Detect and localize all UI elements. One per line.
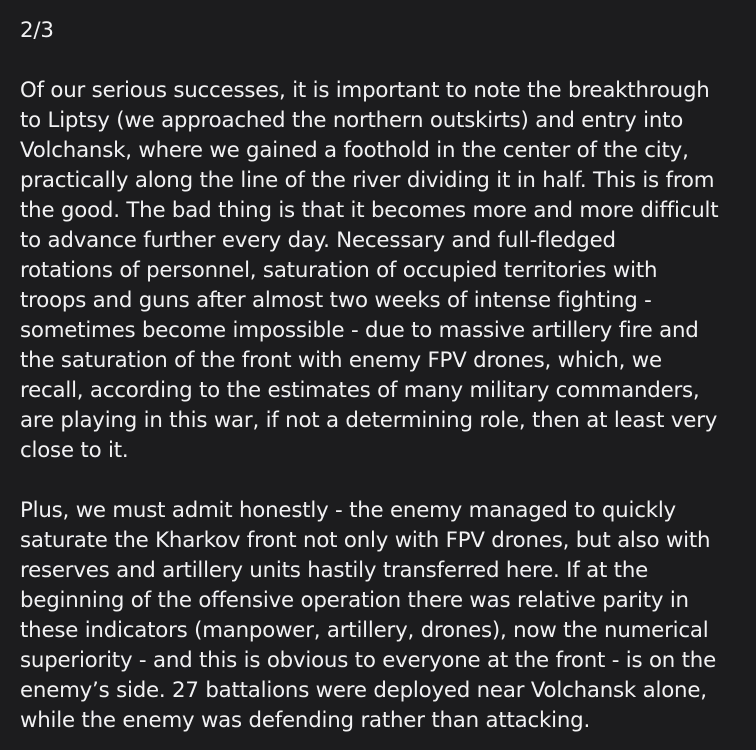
text-line: troops and guns after almost two weeks of intense fighting - (20, 288, 652, 313)
note-body (20, 16, 742, 736)
paragraph-enemy-reserves (20, 496, 742, 736)
text-line: beginning of the offensive operation there was relative parity in (20, 588, 689, 613)
text-line: reserves and artillery units hastily transferred here. If at the (20, 558, 649, 583)
text-line: recall, according to the estimates of many military commanders, (20, 378, 700, 403)
text-line: rotations of personnel, saturation of occupied territories with (20, 258, 658, 283)
text-line: enemy’s side. 27 battalions were deployed near Volchansk alone, (20, 678, 707, 703)
text-line: Of our serious successes, it is important to note the breakthrough (20, 78, 710, 103)
text-line: to advance further every day. Necessary and full-fledged (20, 228, 616, 253)
page-counter: 2/3 (20, 18, 54, 43)
text-line: are playing in this war, if not a determining role, then at least very (20, 408, 718, 433)
text-line: practically along the line of the river dividing it in half. This is from (20, 168, 715, 193)
text-line: Plus, we must admit honestly - the enemy managed to quickly (20, 498, 676, 523)
text-line: close to it. (20, 438, 129, 463)
text-line: the saturation of the front with enemy FPV drones, which, we (20, 348, 662, 373)
text-line: the good. The bad thing is that it becomes more and more difficult (20, 198, 719, 223)
paragraph-successes (20, 76, 742, 466)
text-line: saturate the Kharkov front not only with FPV drones, but also with (20, 528, 711, 553)
text-line: superiority - and this is obvious to everyone at the front - is on the (20, 648, 717, 673)
paragraph-spacer (20, 46, 742, 76)
text-line: to Liptsy (we approached the northern outskirts) and entry into (20, 108, 684, 133)
text-line: these indicators (manpower, artillery, drones), now the numerical (20, 618, 709, 643)
text-line: Volchansk, where we gained a foothold in the center of the city, (20, 138, 689, 163)
text-line: while the enemy was defending rather than attacking. (20, 708, 591, 733)
text-line: sometimes become impossible - due to massive artillery fire and (20, 318, 699, 343)
paragraph-spacer (20, 466, 742, 496)
